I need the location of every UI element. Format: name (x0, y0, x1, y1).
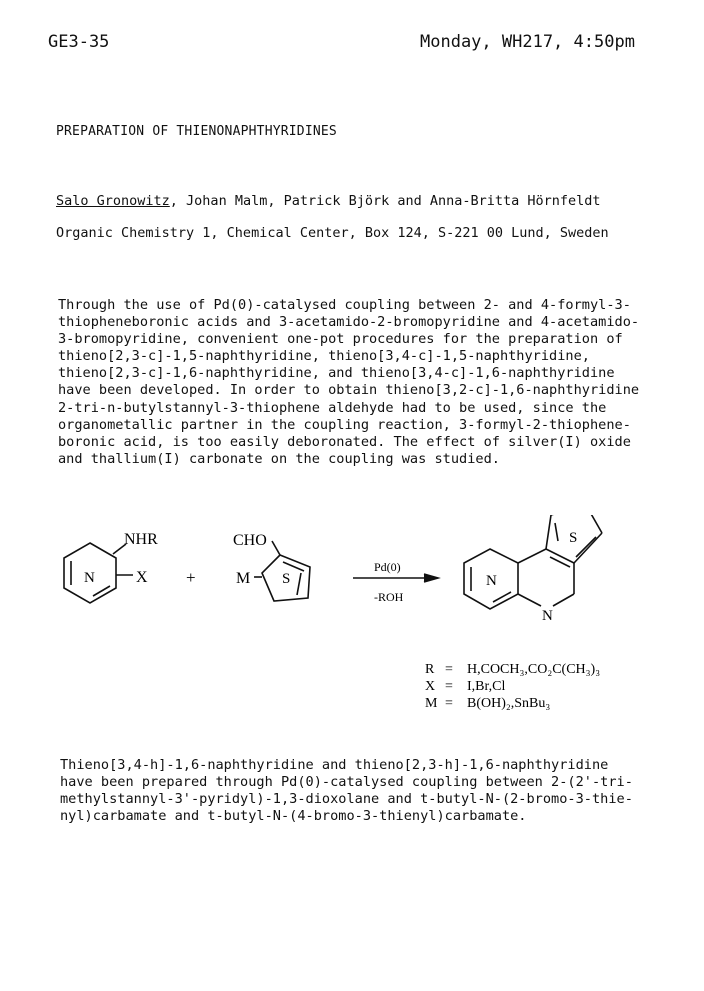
abstract-line: boronic acid, is too easily deboronated. The effect of silver(I) oxide (58, 433, 631, 450)
substituent-definitions (425, 662, 600, 711)
abstract-line: 3-bromopyridine, convenient one-pot procedures for the preparation of (58, 331, 623, 348)
definition-value: H,COCH₃,CO₂C(CH₃)₃ (467, 662, 601, 677)
x-label: X (136, 569, 148, 586)
byproduct-label: -ROH (374, 590, 404, 604)
definition-eq: = (445, 679, 453, 694)
session-info: Monday, WH217, 4:50pm (420, 32, 635, 52)
plus-sign: + (186, 568, 196, 587)
affiliation: Organic Chemistry 1, Chemical Center, Box 124, S-221 00 Lund, Sweden (56, 225, 609, 241)
presenting-author: Salo Gronowitz (56, 193, 170, 209)
abstract-line: thieno[2,3-c]-1,5-naphthyridine, thieno[3,4-c]-1,5-naphthyridine, (58, 348, 590, 365)
definition-value: B(OH)₂,SnBu₃ (467, 696, 551, 711)
metal-label: M (236, 570, 251, 587)
definition-symbol: X (425, 679, 436, 694)
definition-value: I,Br,Cl (467, 679, 506, 694)
definition-eq: = (445, 696, 453, 711)
closing-line: nyl)carbamate and t-butyl-N-(4-bromo-3-thienyl)carbamate. (60, 808, 527, 825)
thiophene-s-label: S (282, 571, 291, 587)
product-pyridine-n-label: N (486, 573, 497, 589)
pyridine-n-label: N (84, 570, 95, 586)
definition-eq: = (445, 662, 453, 677)
abstract-paragraph (58, 297, 639, 468)
catalyst-label: Pd(0) (374, 560, 401, 574)
abstract-line: thiopheneboronic acids and 3-acetamido-2-bromopyridine and 4-acetamido- (58, 314, 640, 331)
reaction-arrow (353, 574, 438, 582)
cho-label: CHO (233, 532, 267, 549)
closing-line: have been prepared through Pd(0)-catalysed coupling between 2-(2'-tri- (60, 774, 633, 791)
product-s-label: S (569, 530, 578, 546)
closing-line: methylstannyl-3'-pyridyl)-1,3-dioxolane and t-butyl-N-(2-bromo-3-thie- (60, 791, 633, 808)
definition-symbol: M (425, 696, 438, 711)
co-authors: , Johan Malm, Patrick Björk and Anna-Britta Hörnfeldt (169, 193, 601, 209)
cho-bond (272, 541, 280, 555)
abstract-line: organometallic partner in the coupling reaction, 3-formyl-2-thiophene- (58, 416, 631, 433)
pyridine-ring (64, 543, 133, 603)
session-code: GE3-35 (48, 32, 110, 52)
closing-paragraph (60, 757, 633, 825)
definition-symbol: R (425, 662, 435, 677)
nhr-label: NHR (124, 531, 158, 548)
product-ring-n-label: N (542, 608, 553, 624)
reaction-scheme (40, 515, 680, 720)
closing-line: Thieno[3,4-h]-1,6-naphthyridine and thieno[2,3-h]-1,6-naphthyridine (60, 757, 609, 773)
abstract-line: thieno[2,3-c]-1,6-naphthyridine, and thieno[3,4-c]-1,6-naphthyridine (58, 365, 615, 382)
abstract-line: Through the use of Pd(0)-catalysed coupling between 2- and 4-formyl-3- (58, 297, 631, 313)
product-structure (464, 515, 602, 609)
abstract-line: have been developed. In order to obtain thieno[3,2-c]-1,6-naphthyridine (58, 382, 640, 399)
abstract-line: and thallium(I) carbonate on the coupling was studied. (58, 450, 500, 467)
paper-title: PREPARATION OF THIENONAPHTHYRIDINES (56, 124, 337, 139)
author-list (56, 193, 601, 209)
abstract-line: 2-tri-n-butylstannyl-3-thiophene aldehyde had to be used, since the (58, 399, 607, 416)
